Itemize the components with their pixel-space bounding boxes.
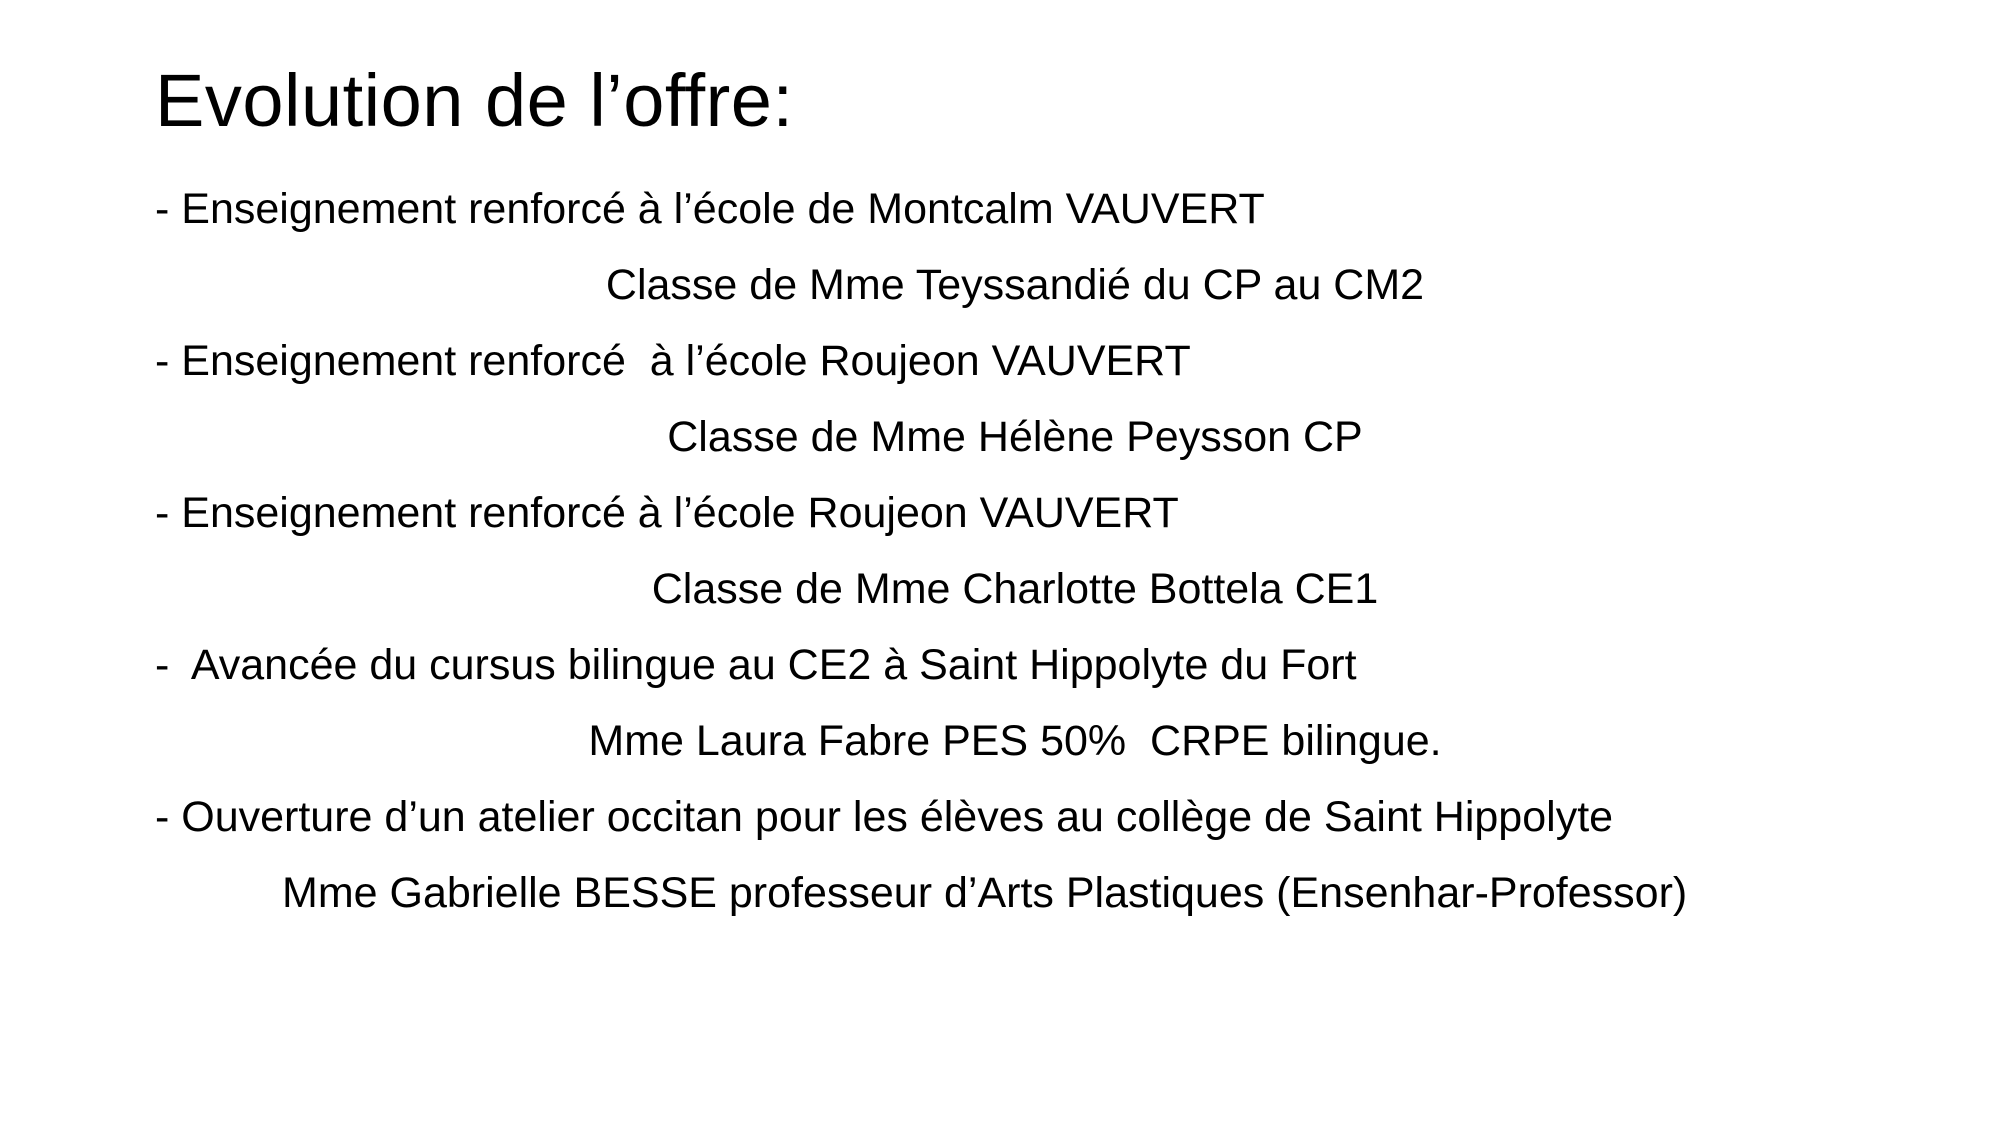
- bullet-line-bilingue: - Avancée du cursus bilingue au CE2 à Saint Hippolyte du Fort: [155, 641, 1357, 689]
- detail-line-peysson: Classe de Mme Hélène Peysson CP: [667, 413, 1363, 461]
- bullet-line-roujeon-2: - Enseignement renforcé à l’école Roujeon VAUVERT: [155, 489, 1179, 537]
- bullet-line-roujeon-1: - Enseignement renforcé à l’école Roujeon VAUVERT: [155, 337, 1191, 385]
- detail-line-fabre: Mme Laura Fabre PES 50% CRPE bilingue.: [588, 717, 1442, 765]
- detail-line-bottela: Classe de Mme Charlotte Bottela CE1: [651, 565, 1379, 613]
- detail-line-besse: Mme Gabrielle BESSE professeur d’Arts Plastiques (Ensenhar-Professor): [282, 869, 1688, 917]
- bullet-line-atelier-occitan: - Ouverture d’un atelier occitan pour les élèves au collège de Saint Hippolyte: [155, 793, 1614, 841]
- bullet-line-montcalm: - Enseignement renforcé à l’école de Montcalm VAUVERT: [155, 185, 1265, 233]
- detail-line-teyssandie: Classe de Mme Teyssandié du CP au CM2: [605, 261, 1425, 309]
- slide-title: Evolution de l’offre:: [155, 59, 794, 142]
